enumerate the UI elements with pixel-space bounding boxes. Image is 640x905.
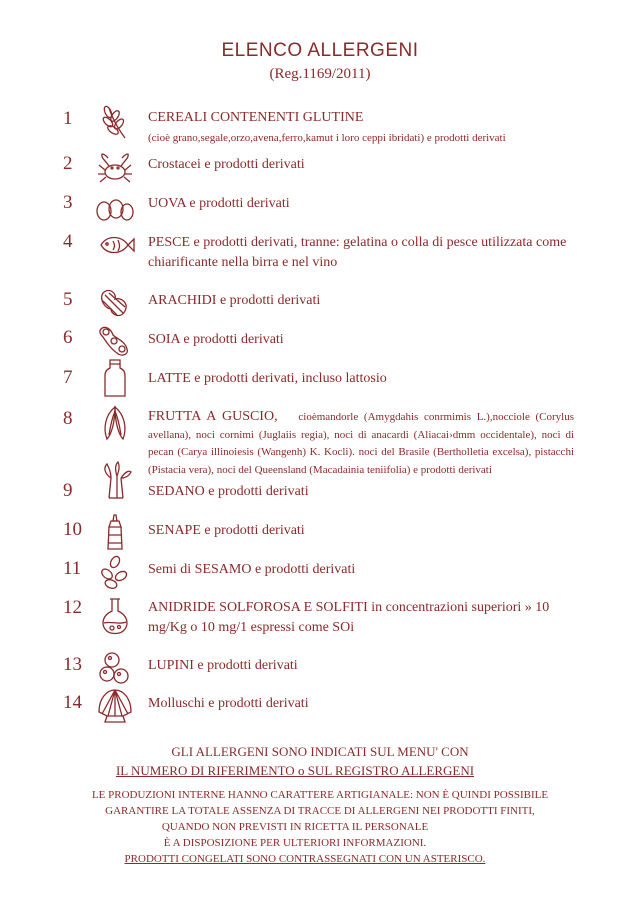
celery-icon	[95, 460, 135, 500]
allergen-label: FRUTTA A GUSCIO,	[148, 409, 278, 424]
disclaimer-line: GARANTIRE LA TOTALE ASSENZA DI TRACCE DI ALLERGENI NEI PRODOTTI FINITI,	[105, 805, 535, 817]
allergen-label: ARACHIDI e prodotti derivati	[148, 293, 321, 308]
menu-notice-line: GLI ALLERGENI SONO INDICATI SUL MENU' CON	[171, 744, 469, 759]
page-title: ELENCO ALLERGENI	[221, 40, 419, 61]
disclaimer-line: QUANDO NON PREVISTI IN RICETTA IL PERSONALE	[161, 821, 429, 833]
allergen-number: 9	[63, 480, 73, 501]
allergen-number: 1	[63, 108, 73, 129]
allergen-label: PESCE e prodotti derivati, tranne: gelatina o colla di pesce utilizzata come chiarificante nella birra e nel vino	[148, 235, 567, 270]
peanut-icon	[95, 283, 135, 323]
milk-bottle-icon	[95, 358, 135, 398]
allergen-number: 14	[63, 692, 82, 713]
allergen-number: 2	[63, 153, 73, 174]
allergen-label: Molluschi e prodotti derivati	[148, 696, 309, 711]
lupin-icon	[95, 648, 135, 688]
disclaimer-line: LE PRODUZIONI INTERNE HANNO CARATTERE ARTIGIANALE: NON È QUINDI POSSIBILE	[91, 789, 549, 801]
allergen-number: 13	[63, 654, 82, 675]
wheat-icon	[95, 102, 135, 142]
menu-notice-underlined: IL NUMERO DI RIFERIMENTO o SUL REGISTRO ALLERGENI	[115, 763, 475, 778]
shell-icon	[95, 686, 135, 726]
nut-icon	[95, 403, 135, 443]
allergen-label: Semi di SESAMO e prodotti derivati	[148, 562, 356, 577]
allergen-label: UOVA e prodotti derivati	[148, 196, 290, 211]
allergen-entry-tree-nuts	[148, 408, 574, 478]
allergen-label: CEREALI CONTENENTI GLUTINE	[148, 110, 364, 125]
eggs-icon	[95, 187, 135, 227]
frozen-products-note: PRODOTTI CONGELATI SONO CONTRASSEGNATI CON UN ASTERISCO.	[124, 853, 486, 865]
allergen-detail: cioèmandorle (Amygdahis conrmimis L.),nocciole (Corylus avellana), noci cornimi (Juglaiis regia), noci di anacardi (Aliacai›dmm occidentale), noci di pecan (Carya illinoiesis (Wangenh) K. Kocli). noci del Brasile (Bertholletia excelsa), pistacchi (Pistacia vera), noci del Queensland (Macadainia teniifolia) e prodotti derivati	[148, 411, 575, 476]
allergen-number: 7	[63, 367, 73, 388]
allergen-number: 3	[63, 192, 73, 213]
allergen-detail: (cioè grano,segale,orzo,avena,ferro,kamut i loro ceppi ibridati) e prodotti derivati	[148, 132, 506, 144]
allergen-number: 5	[63, 289, 73, 310]
allergen-number: 6	[63, 327, 73, 348]
allergen-label: LATTE e prodotti derivati, incluso lattosio	[148, 371, 387, 386]
crab-icon	[95, 148, 135, 188]
allergen-number: 8	[63, 408, 73, 429]
disclaimer-line: È A DISPOSIZIONE PER ULTERIORI INFORMAZIONI.	[163, 837, 427, 849]
page-subtitle: (Reg.1169/2011)	[269, 66, 371, 82]
allergen-number: 11	[63, 558, 82, 579]
allergen-label: SENAPE e prodotti derivati	[148, 523, 305, 538]
sesame-icon	[95, 552, 135, 592]
allergen-label: SOIA e prodotti derivati	[148, 332, 284, 347]
allergen-number: 12	[63, 597, 82, 618]
fish-icon	[95, 225, 135, 265]
allergen-number: 10	[63, 519, 82, 540]
mustard-icon	[95, 513, 135, 553]
flask-icon	[95, 597, 135, 637]
allergen-label: Crostacei e prodotti derivati	[148, 157, 305, 172]
allergen-label: LUPINI e prodotti derivati	[148, 658, 298, 673]
soy-icon	[95, 321, 135, 361]
allergen-number: 4	[63, 231, 73, 252]
allergen-label: ANIDRIDE SOLFOROSA E SOLFITI in concentrazioni superiori » 10 mg/Kg o 10 mg/1 espressi come SOi	[148, 600, 550, 635]
allergen-label: SEDANO e prodotti derivati	[148, 484, 309, 499]
